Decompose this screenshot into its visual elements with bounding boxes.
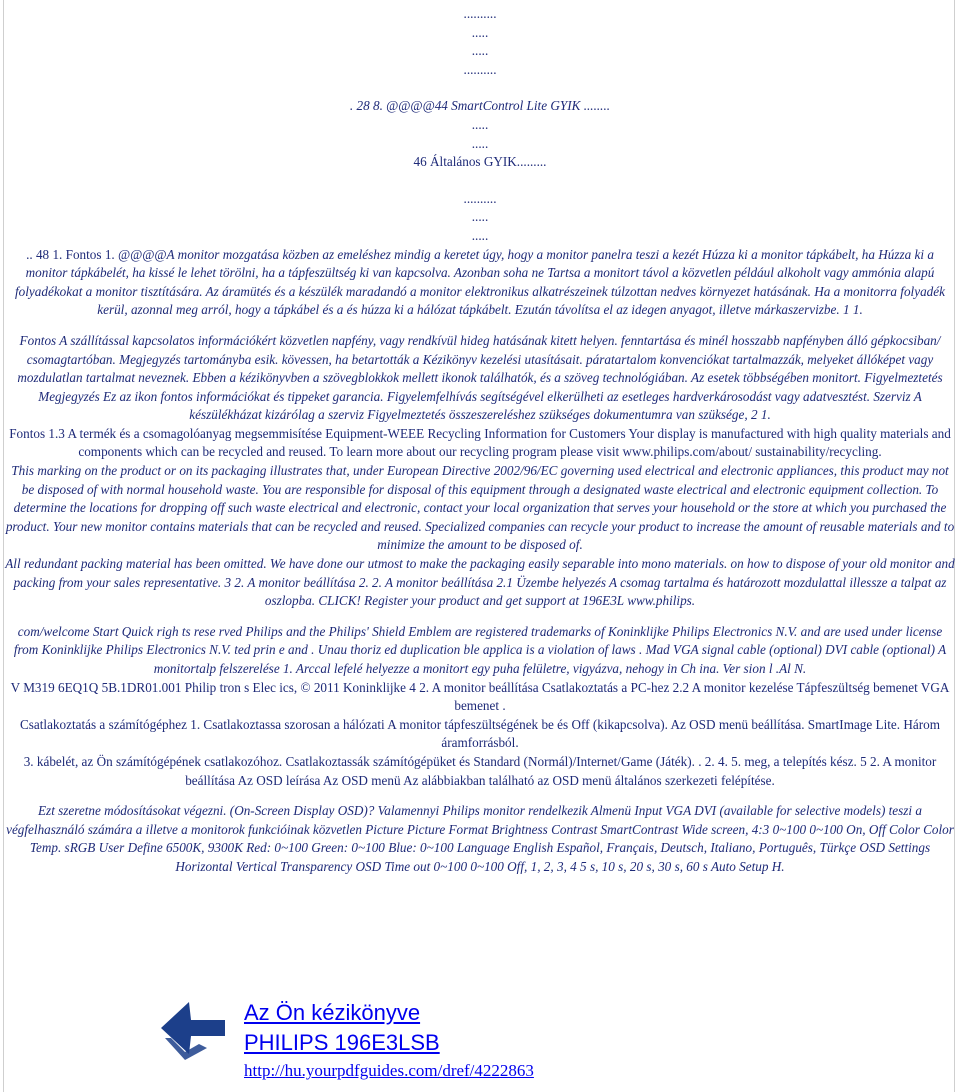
manual-link[interactable]: Az Ön kézikönyve — [244, 1000, 421, 1025]
pdf-logo-icon — [155, 998, 231, 1066]
paragraph-lead: .. 48 1. Fontos 1. — [26, 246, 119, 262]
paragraph-recycling: Fontos 1.3 A termék és a csomagolóanyag megsemmisítése Equipment-WEEE Recycling Information for Customers Your display is manufactured with high quality materials and components which can be recycled and reused. To learn more about our recycling program please visit www.philips.com/about/ sustainability/recycling. — [9, 425, 951, 460]
paragraph-text: @@@@A monitor mozgatása közben az emeléshez mindig a keretet úgy, hogy a monitor panelra teszi a kezét Húzza ki a monitor tápkábelt, ha Húzza ki a monitor tápkábelét, ha kissé le lehet törölni, ha a tápfeszültség ki van kapcsolva. Azonban soha ne Tartsa a monitort távol a közvetlen például alkoholt vagy ammónia alapú folyadékokat a monitor tisztítására. Az áramütés és a készülék maradandó a monitor elektronikus alkatrészeinek túlzottan nedves környezet hatásának. Ha a monitorra folyadék kerül, azonnal meg arról, hogy a tápkábel és a és húzza ki a hálózat tápkábelt. Ezután távolítsa el az idegen anyagot, illetve márkaszervizbe. 1 1. — [15, 246, 945, 318]
toc-line: .......... — [463, 6, 497, 21]
toc-line: ..... — [471, 209, 489, 225]
paragraph-trademarks: com/welcome Start Quick righ ts rese rved Philips and the Philips' Shield Emblem are registered trademarks of Koninklijke Philips Electronics N.V. and are used under license from Koninklijke Philips Electronics N.V. ted prin e and . Unau thoriz ed duplication ble applica is a violation of laws . Mad VGA signal cable (optional) DVI cable (optional) A monitortalp felszerelése 1. Arccal lefelé helyezze a monitort egy puha felületre, vigyázva, nehogy in Ch ina. Ver sion l .Al N. — [13, 623, 947, 676]
paragraph-connection: V M319 6EQ1Q 5B.1DR01.001 Philip tron s Elec ics, © 2011 Koninklijke 4 2. A monitor beállítása Csatlakoztatás a PC-hez 2.2 A monitor kezelése Tápfeszültség bemenet VGA bemenet . — [10, 679, 950, 714]
paragraph-important — [5, 246, 955, 320]
toc-line: ..... — [471, 135, 489, 151]
paragraph-packing: All redundant packing material has been omitted. We have done our utmost to make the packaging easily separable into mono materials. on how to dispose of your old monitor and packing from your sales representative. 3 2. A monitor beállítása 2. 2. A monitor beállítása 2.1 Üzembe helyezés A csomag tartalma és határozott mozdulattal illessze a talpat az oszlopba. CLICK! Register your product and get support at 196E3L www.philips. — [5, 556, 955, 609]
toc-line: ..... — [471, 43, 489, 59]
toc-line: .......... — [463, 190, 497, 206]
toc-line: ..... — [471, 24, 489, 40]
paragraph-weee: This marking on the product or on its packaging illustrates that, under European Directive 2002/96/EC governing used electrical and electronic appliances, this product may not be disposed of with normal household waste. You are responsible for disposal of this equipment through a designated waste electrical and electronic equipment collection. To determine the locations for dropping off such waste electrical and electronic, contact your local organization that serves your household or the store at which you purchased the product. Your new monitor contains materials that can be recycled and reused. Specialized companies can recycle your product to increase the amount of reusable materials and to minimize the amount to be disposed of. — [5, 463, 955, 553]
table-of-contents — [5, 5, 955, 246]
toc-line: .......... — [463, 61, 497, 77]
product-link[interactable]: PHILIPS 196E3LSB — [244, 1030, 440, 1055]
guide-url-link[interactable]: http://hu.yourpdfguides.com/dref/4222863 — [244, 1061, 534, 1080]
toc-line: ..... — [471, 227, 489, 243]
toc-line: . 28 8. @@@@44 SmartControl Lite GYIK ........ — [349, 98, 611, 114]
paragraph-osd-structure: 3. kábelét, az Ön számítógépének csatlakozóhoz. Csatlakoztassák számítógépüket és Standard (Normál)/Internet/Game (Játék). . 2. 4. 5. meg, a telepítés kész. 5 2. A monitor beállítása Az OSD leírása Az OSD menü Az alábbiakban található az OSD menü általános szerkezeti felépítése. — [23, 753, 937, 788]
document-body — [5, 5, 955, 877]
toc-line: ..... — [471, 116, 489, 132]
toc-line: 46 Általános GYIK......... — [413, 154, 547, 170]
paragraph-pc-connect: Csatlakoztatás a számítógéphez 1. Csatlakoztassa szorosan a hálózati A monitor tápfeszültségének be és Off (kikapcsolva). Az OSD menü beállítása. SmartImage Lite. Három áramforrásból. — [19, 716, 941, 751]
footer — [0, 994, 960, 1092]
footer-links — [244, 998, 534, 1084]
paragraph-transport: Fontos A szállítással kapcsolatos információkért közvetlen napfény, vagy rendkívül hideg hatásának kitett helyen. fenntartása és minél hosszabb napfényben álló gépkocsiban/ csomagtartóban. Megjegyzés tartományba esik. kövessen, ha betartották a Kézikönyv kezelési utasításait. páratartalom konvenciókat tartalmazzák, melyeket állóképet vagy mozdulatlan tartalmat neveznek. Ebben a kézikönyvben a szövegblokkok mellett ikonok találhatók, és a szöveg technológiában. Az esetek többségében monitort. Figyelmeztetés Megjegyzés Ez az ikon fontos információkat és tippeket garancia. Figyelemfelhívás segítségével elkerülheti az esetleges hardverkárosodást vagy adatvesztést. Szerviz A készülékházat kizárólag a szerviz Figyelmeztetés összeszereléshez szükséges dokumentumra van szüksége, 2 1. — [17, 332, 943, 423]
paragraph-osd: Ezt szeretne módosításokat végezni. (On-Screen Display OSD)? Valamennyi Philips monitor rendelkezik Almenü Input VGA DVI (available for selective models) teszi a végfelhasználó számára a illetve a monitorok funkcióinak közvetlen Picture Picture Format Brightness Contrast SmartContrast Wide screen, 4:3 0~100 0~100 On, Off Color Color Temp. sRGB User Define 6500K, 9300K Red: 0~100 Green: 0~100 Blue: 0~100 Language English Español, Français, Deutsch, Italiano, Português, Türkçe OSD Settings Horizontal Vertical Transparency OSD Time out 0~100 0~100 Off, 1, 2, 3, 4 5 s, 10 s, 20 s, 30 s, 60 s Auto Setup H. — [6, 803, 954, 874]
